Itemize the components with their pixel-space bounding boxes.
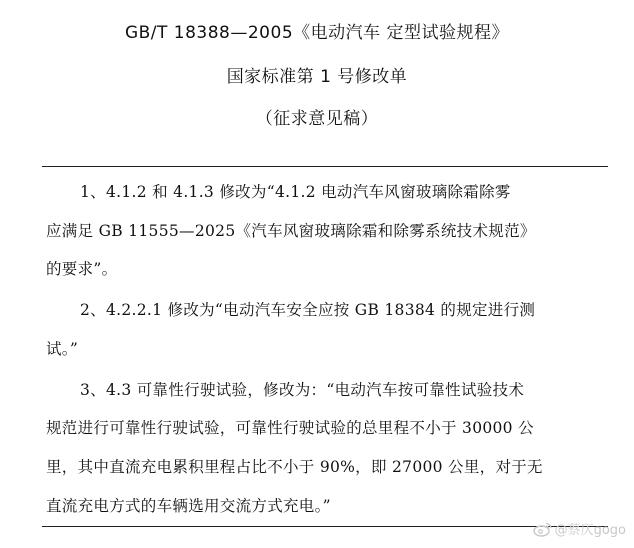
document-title: GB/T 18388—2005《电动汽车 定型试验规程》: [124, 23, 510, 43]
top-divider: [42, 166, 608, 167]
amendment-1-line-1: 1、4.1.2 和 4.1.3 修改为“4.1.2 电动汽车风窗玻璃除霜除雾: [80, 183, 511, 201]
amendment-3-line-2: 规范进行可靠性行驶试验，可靠性行驶试验的总里程不小于 30000 公: [46, 419, 534, 437]
amendment-1-line-2: 应满足 GB 11555—2025《汽车风窗玻璃除霜和除雾系统技术规范》: [46, 222, 536, 240]
draft-status-label: （征求意见稿）: [255, 109, 379, 129]
amendment-3-line-1: 3、4.3 可靠性行驶试验，修改为：“电动汽车按可靠性试验技术: [80, 381, 525, 399]
bottom-divider: [42, 526, 608, 527]
amendment-1-line-3: 的要求”。: [46, 260, 118, 278]
document-subtitle: 国家标准第 1 号修改单: [226, 67, 408, 87]
amendment-3-line-4: 直流充电方式的车辆选用交流方式充电。”: [46, 497, 331, 515]
amendment-2-line-2: 试。”: [46, 340, 79, 358]
weibo-icon: [533, 521, 553, 537]
watermark-text: @蔡仄gogo: [554, 523, 626, 538]
watermark: [533, 519, 626, 538]
amendment-3-line-3: 里，其中直流充电累积里程占比不小于 90%，即 27000 公里，对于无: [46, 458, 543, 476]
amendment-2-line-1: 2、4.2.2.1 修改为“电动汽车安全应按 GB 18384 的规定进行测: [80, 301, 536, 319]
